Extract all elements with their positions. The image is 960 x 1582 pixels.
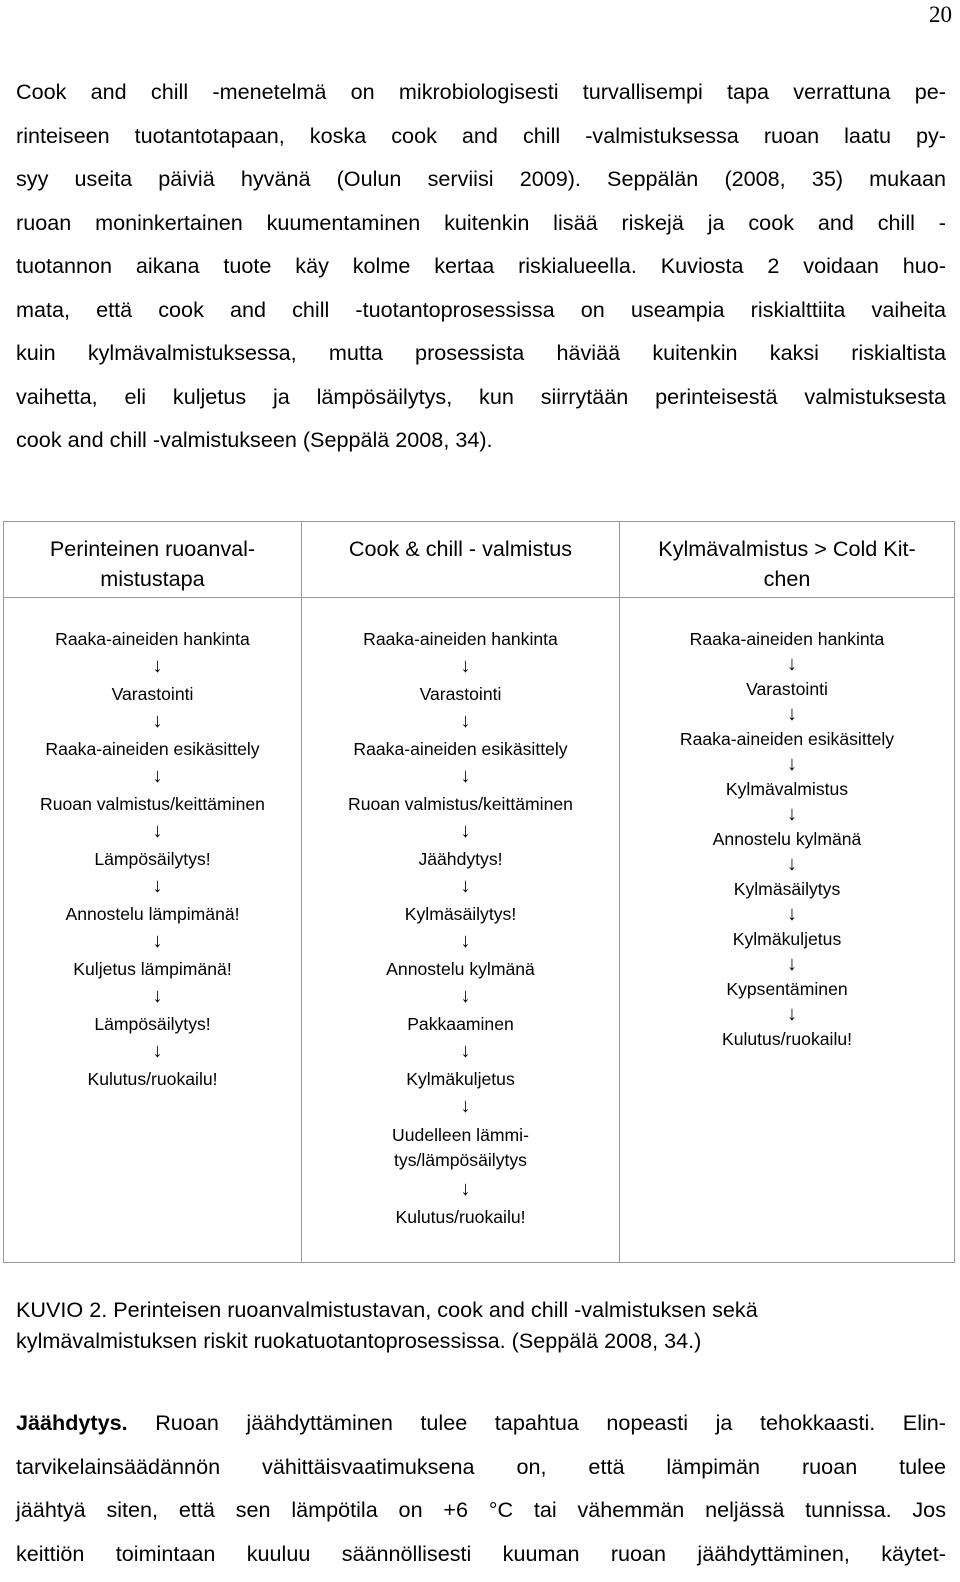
process-step: Raaka-aineiden esikäsittely (353, 739, 568, 759)
flow-arrow-icon: ↓ (152, 985, 163, 1007)
process-step: Raaka-aineiden hankinta (689, 629, 885, 649)
flow-arrow-icon: ↓ (460, 875, 471, 897)
flow-arrow-icon: ↓ (787, 753, 797, 775)
body-paragraph-cooling (16, 1401, 946, 1575)
process-flow (302, 598, 619, 1228)
process-step: Kypsentäminen (726, 979, 848, 999)
flow-arrow-icon: ↓ (152, 655, 163, 677)
process-step: Ruoan valmistus/keittäminen (348, 794, 573, 814)
flow-column-traditional (4, 598, 302, 1263)
header-line: Kylmävalmistus > Cold Kit- (658, 536, 916, 561)
paragraph-line: vaihetta, eli kuljetus ja lämpösäilytys, kun siirrytään perinteisestä valmistuksesta (16, 383, 946, 409)
flow-arrow-icon: ↓ (152, 765, 163, 787)
process-step (392, 1123, 529, 1173)
process-step: Kylmäkuljetus (406, 1069, 515, 1089)
column-header-cook-chill (302, 522, 620, 598)
flow-arrow-icon: ↓ (787, 903, 797, 925)
body-paragraph-intro (16, 70, 946, 462)
column-header-traditional (4, 522, 302, 598)
section-lead-term: Jäähdytys. (16, 1410, 128, 1435)
flow-arrow-icon: ↓ (787, 703, 797, 725)
flow-arrow-icon: ↓ (787, 653, 797, 675)
flow-column-cook-chill (302, 598, 620, 1263)
paragraph-line: Cook and chill -menetelmä on mikrobiologisesti turvallisempi tapa verrattuna pe- (16, 79, 946, 104)
paragraph-text: Ruoan jäähdyttäminen tulee tapahtua nopeasti ja tehokkaasti. Elin- (127, 1410, 946, 1435)
process-step: Kulutus/ruokailu! (87, 1069, 218, 1089)
paragraph-line: mata, että cook and chill -tuotantoprosessissa on useampia riskialttiita vaiheita (16, 296, 946, 322)
flow-arrow-icon: ↓ (460, 655, 471, 677)
flow-column-cold-kitchen (620, 598, 955, 1263)
process-step: Kylmävalmistus (725, 779, 849, 799)
paragraph-line: kuin kylmävalmistuksessa, mutta prosessista häviää kuitenkin kaksi riskialtista (16, 340, 946, 365)
caption-line: kylmävalmistuksen riskit ruokatuotantoprosessissa. (Seppälä 2008, 34.) (16, 1328, 702, 1353)
paragraph-line: tuotannon aikana tuote käy kolme kertaa riskialueella. Kuviosta 2 voidaan huo- (16, 253, 946, 278)
process-flow (620, 598, 954, 1050)
figure-caption (16, 1294, 946, 1356)
flow-arrow-icon: ↓ (787, 1003, 797, 1025)
process-step: Raaka-aineiden esikäsittely (679, 729, 895, 749)
flow-arrow-icon: ↓ (460, 1178, 471, 1200)
flow-arrow-icon: ↓ (460, 710, 471, 732)
caption-line: KUVIO 2. Perinteisen ruoanvalmistustavan, cook and chill -valmistuksen sekä (16, 1297, 758, 1322)
process-step: Kylmäkuljetus (732, 929, 842, 949)
flow-arrow-icon: ↓ (152, 875, 163, 897)
process-step: Kylmäsäilytys (733, 879, 841, 899)
process-step: Lämpösäilytys! (94, 849, 211, 869)
page-number: 20 (929, 2, 952, 27)
flow-arrow-icon: ↓ (152, 710, 163, 732)
process-step: Kuljetus lämpimänä! (73, 959, 232, 979)
process-step: Raaka-aineiden hankinta (55, 629, 250, 649)
process-comparison-figure (3, 521, 955, 1263)
process-step: Lämpösäilytys! (94, 1014, 211, 1034)
process-step: Annostelu lämpimänä! (65, 904, 240, 924)
paragraph-line: rinteiseen tuotantotapaan, koska cook and chill -valmistuksessa ruoan laatu py- (16, 122, 946, 148)
flow-arrow-icon: ↓ (460, 1040, 471, 1062)
column-header-cold-kitchen (620, 522, 955, 598)
flow-arrow-icon: ↓ (152, 1040, 163, 1062)
process-step-line: tys/lämpösäilytys (394, 1150, 527, 1170)
process-step: Ruoan valmistus/keittäminen (40, 794, 265, 814)
flow-arrow-icon: ↓ (152, 820, 163, 842)
paragraph-line: tarvikelainsäädännön vähittäisvaatimuksena on, että lämpimän ruoan tulee (16, 1453, 946, 1479)
process-step: Raaka-aineiden hankinta (363, 629, 558, 649)
process-step: Varastointi (111, 684, 194, 704)
header-line: Perinteinen ruoanval- (49, 536, 256, 561)
flow-arrow-icon: ↓ (460, 1095, 471, 1117)
flow-arrow-icon: ↓ (152, 930, 163, 952)
flow-arrow-icon: ↓ (460, 930, 471, 952)
flow-arrow-icon: ↓ (460, 820, 471, 842)
header-line: Cook & chill - valmistus (348, 536, 573, 561)
process-step: Varastointi (746, 679, 828, 699)
process-flow (4, 598, 301, 1090)
flow-arrow-icon: ↓ (787, 803, 797, 825)
paragraph-line: jäähtyä siten, että sen lämpötila on +6 °C tai vähemmän neljässä tunnissa. Jos (16, 1497, 946, 1522)
flow-arrow-icon: ↓ (460, 985, 471, 1007)
process-step: Jäähdytys! (418, 849, 503, 869)
process-step: Annostelu kylmänä (712, 829, 862, 849)
process-step: Annostelu kylmänä (386, 959, 535, 979)
process-step-line: Uudelleen lämmi- (392, 1125, 529, 1145)
process-step: Varastointi (419, 684, 502, 704)
header-line: mistustapa (100, 566, 205, 591)
paragraph-line: keittiön toimintaan kuuluu säännöllisesti kuuman ruoan jäähdyttäminen, käytet- (16, 1540, 946, 1566)
paragraph-line: cook and chill -valmistukseen (Seppälä 2008, 34). (16, 427, 493, 452)
flow-arrow-icon: ↓ (787, 953, 797, 975)
process-step: Raaka-aineiden esikäsittely (45, 739, 260, 759)
flow-arrow-icon: ↓ (787, 853, 797, 875)
process-step: Kylmäsäilytys! (404, 904, 517, 924)
header-line: chen (763, 566, 811, 591)
paragraph-line (16, 1401, 946, 1445)
flow-arrow-icon: ↓ (460, 765, 471, 787)
process-step: Pakkaaminen (407, 1014, 514, 1034)
process-step: Kulutus/ruokailu! (721, 1029, 853, 1049)
paragraph-line: syy useita päiviä hyvänä (Oulun serviisi 2009). Seppälän (2008, 35) mukaan (16, 166, 946, 191)
process-step: Kulutus/ruokailu! (395, 1207, 526, 1227)
paragraph-line: ruoan moninkertainen kuumentaminen kuitenkin lisää riskejä ja cook and chill - (16, 209, 946, 235)
